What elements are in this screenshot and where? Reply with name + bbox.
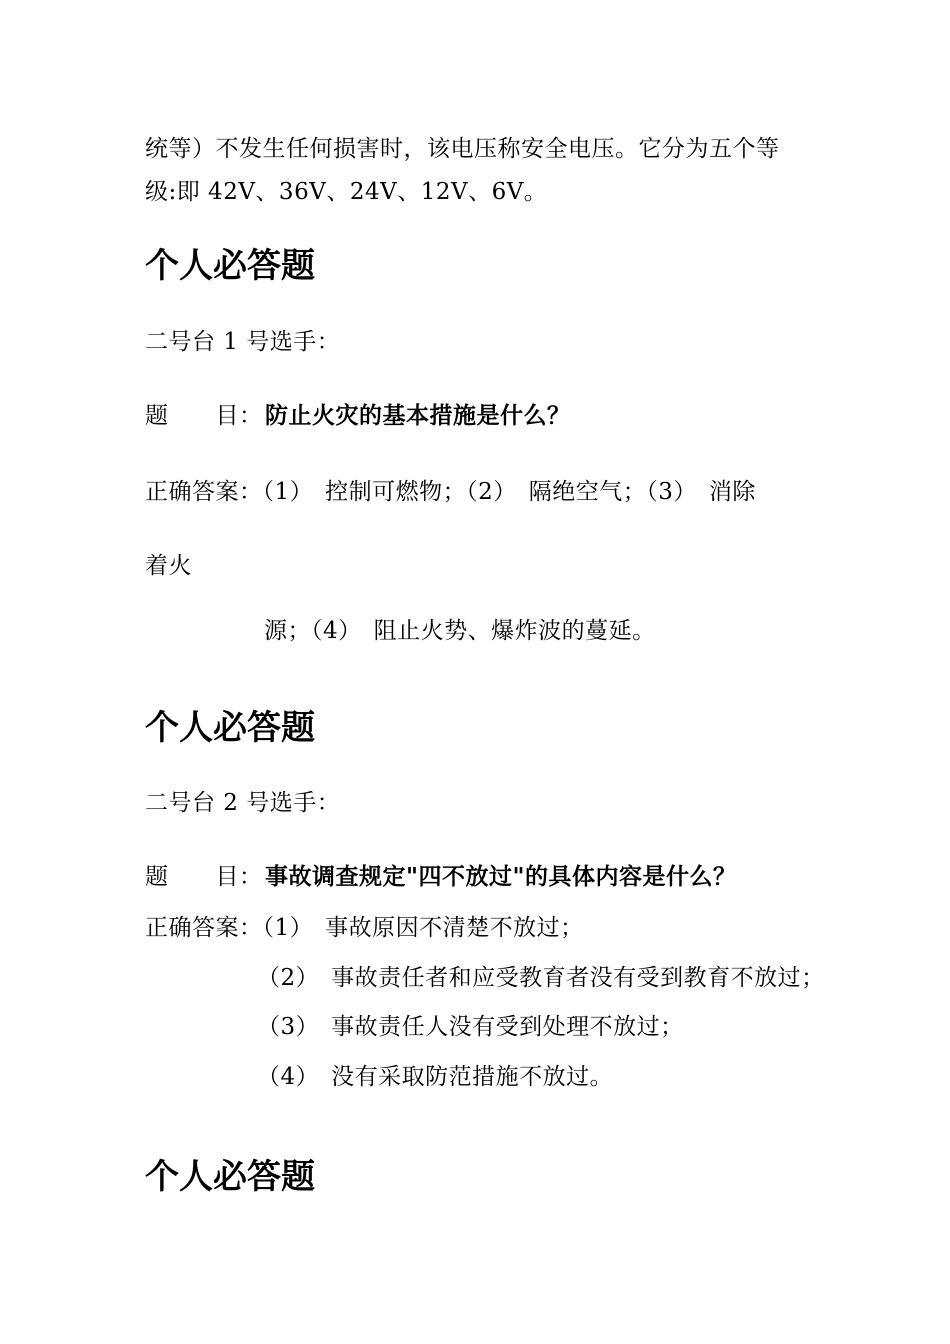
- section-1-answer-line-2: 着火: [145, 553, 192, 579]
- section-1-answer-line-3: 源；（4） 阻止火势、爆炸波的蔓延。: [264, 618, 656, 644]
- intro-line-1: 统等）不发生任何损害时，该电压称安全电压。它分为五个等: [145, 136, 780, 162]
- section-3-heading: 个人必答题: [145, 1157, 315, 1197]
- section-2-heading: 个人必答题: [145, 708, 315, 748]
- section-2-answer-line-2: （2） 事故责任者和应受教育者没有受到教育不放过；: [257, 965, 825, 991]
- section-1-answer-line-1: 正确答案：（1） 控制可燃物；（2） 隔绝空气；（3） 消除: [145, 479, 756, 505]
- section-2-answer-line-3: （3） 事故责任人没有受到处理不放过；: [257, 1014, 684, 1040]
- section-2-answer-line-4: （4） 没有采取防范措施不放过。: [257, 1064, 614, 1090]
- section-1-question-row: [145, 400, 571, 432]
- section-2-contestant: 二号台 2 号选手：: [145, 790, 341, 816]
- section-2-answer-line-1: 正确答案：（1） 事故原因不清楚不放过；: [145, 915, 584, 941]
- intro-line-2: 级:即 42V、36V、24V、12V、6V。: [145, 179, 548, 205]
- section-2-question-row: [145, 861, 736, 893]
- question-text: 事故调查规定"四不放过"的具体内容是什么？: [265, 863, 737, 890]
- section-1-contestant: 二号台 1 号选手：: [145, 329, 341, 355]
- question-text: 防止火灾的基本措施是什么？: [265, 402, 571, 429]
- question-label: 题 目：: [145, 864, 263, 890]
- section-1-heading: 个人必答题: [145, 246, 315, 286]
- question-label: 题 目：: [145, 403, 263, 429]
